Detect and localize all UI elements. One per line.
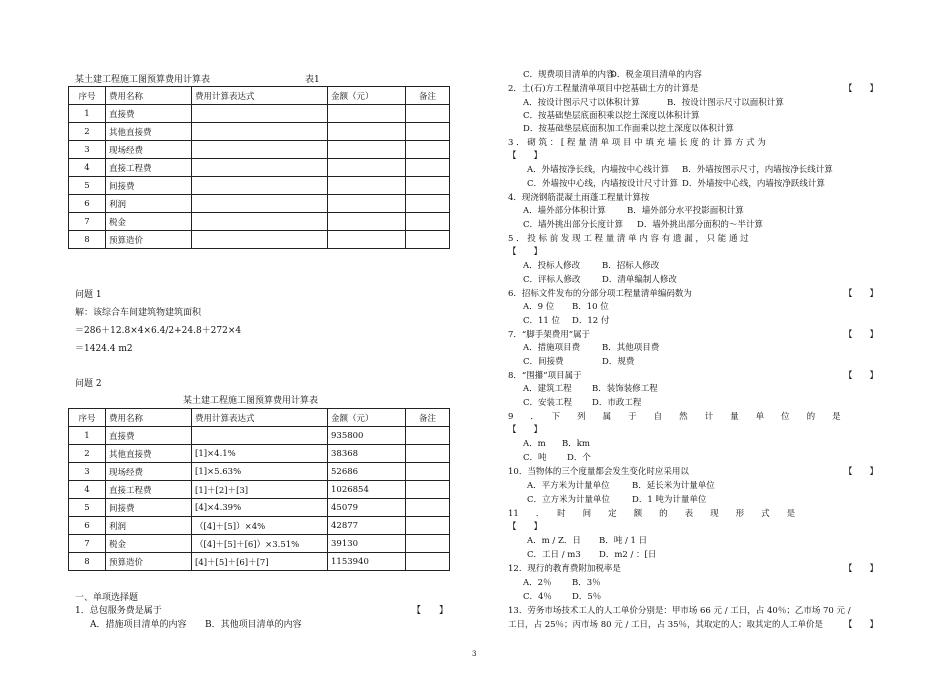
fee-name-cell: 间接费 bbox=[106, 177, 192, 195]
budget-table-1 bbox=[68, 86, 450, 249]
remark-cell bbox=[406, 123, 450, 141]
remark-cell bbox=[406, 499, 450, 517]
q8-text: 8．“围攥”项目属于 【 】 bbox=[508, 371, 878, 381]
fee-name-cell: 直接工程费 bbox=[106, 159, 192, 177]
amount-cell bbox=[328, 105, 406, 123]
q3-option-d[interactable]: D．外墙按中心线，内墙按净跃线计算 bbox=[682, 179, 825, 189]
fee-name-cell: 预算造价 bbox=[106, 231, 192, 249]
q8-option-c[interactable]: C．安装工程 bbox=[523, 398, 573, 408]
q7-text: 7．“脚手架费用”属于 【 】 bbox=[508, 330, 878, 340]
q13-text: 13．劳务市场技术工人的人工单价分别是：甲市场 66 元 / 工日，占 40％；乙市场 70 元 / bbox=[508, 606, 851, 616]
table-row bbox=[69, 463, 450, 481]
remark-cell bbox=[406, 535, 450, 553]
table2-title: 某土建工程施工图预算费用计算表 bbox=[183, 396, 319, 406]
q1-option-b[interactable]: B．其他项目清单的内容 bbox=[205, 620, 302, 630]
remark-cell bbox=[406, 427, 450, 445]
q6-text: 6．招标文件发布的分部分项工程量清单编码数为 【 】 bbox=[508, 289, 878, 299]
q3-option-b[interactable]: B．外墙按图示尺寸，内墙按净长线计算 bbox=[682, 165, 833, 175]
q9-option-b[interactable]: B．km bbox=[562, 439, 590, 449]
amount-cell: 52686 bbox=[328, 463, 406, 481]
fee-expression-cell: （[4]＋[5]）×4% bbox=[192, 517, 328, 535]
fee-name-cell: 税金 bbox=[106, 213, 192, 231]
amount-cell bbox=[328, 231, 406, 249]
q6-option-d[interactable]: D．12 付 bbox=[572, 316, 610, 326]
fee-expression-cell: [1]×4.1% bbox=[192, 445, 328, 463]
remark-cell bbox=[406, 553, 450, 571]
remark-cell bbox=[406, 481, 450, 499]
fee-expression-cell bbox=[192, 141, 328, 159]
column-header: 备注 bbox=[406, 87, 450, 105]
q10-option-b[interactable]: B．延长米为计量单位 bbox=[632, 481, 715, 491]
row-number-cell: 8 bbox=[69, 231, 106, 249]
q12-text: 12．现行的教育费附加税率是 【 】 bbox=[508, 564, 878, 574]
amount-cell bbox=[328, 141, 406, 159]
q1-option-a[interactable]: A．措施项目清单的内容 bbox=[90, 620, 187, 630]
problem1-line: ＝286＋12.8×4×6.4/2+24.8＋272×4 bbox=[75, 326, 242, 336]
budget-table-2 bbox=[68, 408, 450, 571]
amount-cell bbox=[328, 123, 406, 141]
amount-cell: 1026854 bbox=[328, 481, 406, 499]
row-number-cell: 2 bbox=[69, 123, 106, 141]
q6-answer-bracket[interactable]: 【 】 bbox=[843, 289, 878, 299]
q8-option-a[interactable]: A．建筑工程 bbox=[523, 384, 572, 394]
q2-option-a[interactable]: A．按设计图示尺寸以体积计算 bbox=[523, 98, 640, 108]
fee-name-cell: 其他直接费 bbox=[106, 123, 192, 141]
fee-expression-cell bbox=[192, 427, 328, 445]
q1-option-c[interactable]: C．规费项目清单的内容 bbox=[523, 70, 615, 80]
q11-option-d[interactable]: D．m2 / ：[日 bbox=[599, 550, 657, 560]
table-row bbox=[69, 445, 450, 463]
row-number-cell: 6 bbox=[69, 517, 106, 535]
section-title: 一、单项选择题 bbox=[75, 593, 139, 603]
q10-option-d[interactable]: D．1 吨为计量单位 bbox=[632, 495, 707, 505]
column-header: 费用名称 bbox=[106, 87, 192, 105]
fee-expression-cell: [4]＋[5]＋[6]＋[7] bbox=[192, 553, 328, 571]
remark-cell bbox=[406, 159, 450, 177]
table-row bbox=[69, 105, 450, 123]
table-header-row bbox=[69, 409, 450, 427]
q9-option-c[interactable]: C．吨 bbox=[523, 453, 547, 463]
remark-cell bbox=[406, 463, 450, 481]
fee-expression-cell: [1]＋[2]＋[3] bbox=[192, 481, 328, 499]
fee-expression-cell: （[4]＋[5]＋[6]）×3.51% bbox=[192, 535, 328, 553]
q2-answer-bracket[interactable]: 【 】 bbox=[843, 84, 878, 94]
amount-cell bbox=[328, 195, 406, 213]
column-header: 费用名称 bbox=[106, 409, 192, 427]
q10-answer-bracket[interactable]: 【 】 bbox=[843, 467, 878, 477]
table-row bbox=[69, 177, 450, 195]
q5-option-d[interactable]: D．清单编制人修改 bbox=[602, 275, 677, 285]
fee-expression-cell: [1]×5.63% bbox=[192, 463, 328, 481]
q3-text: 3 ． 砌 筑 ： [ 程 量 清 单 项 目 中 填 充 墙 长 度 的 计 算 方 式 为 bbox=[508, 138, 766, 148]
row-number-cell: 4 bbox=[69, 159, 106, 177]
row-number-cell: 7 bbox=[69, 213, 106, 231]
table-row bbox=[69, 553, 450, 571]
table1-label: 表1 bbox=[305, 75, 320, 85]
q2-option-d[interactable]: D．按基础垫层底面积加工作面乘以挖土深度以体积计算 bbox=[523, 124, 734, 134]
q7-answer-bracket[interactable]: 【 】 bbox=[843, 330, 878, 340]
amount-cell: 39130 bbox=[328, 535, 406, 553]
remark-cell bbox=[406, 105, 450, 123]
q4-option-a[interactable]: A．墙外部分体积计算 bbox=[523, 206, 606, 216]
fee-name-cell: 其他直接费 bbox=[106, 445, 192, 463]
remark-cell bbox=[406, 517, 450, 535]
q3-option-a[interactable]: A．外墙按净长线，内墙按中心线计算 bbox=[527, 165, 670, 175]
q5-option-c[interactable]: C．评标人修改 bbox=[523, 275, 581, 285]
table-row bbox=[69, 231, 450, 249]
q6-option-c[interactable]: C．11 位 bbox=[523, 316, 561, 326]
amount-cell: 45079 bbox=[328, 499, 406, 517]
q13-answer-bracket[interactable]: 【 】 bbox=[843, 620, 878, 630]
table-row bbox=[69, 141, 450, 159]
q10-text: 10．当物体的三个度量都会发生变化时应采用以 【 】 bbox=[508, 467, 878, 477]
q11-text: 11 ． 时 间 定 额 的 表 现 形 式 是 bbox=[508, 509, 796, 519]
amount-cell bbox=[328, 213, 406, 231]
remark-cell bbox=[406, 177, 450, 195]
amount-cell: 1153940 bbox=[328, 553, 406, 571]
fee-name-cell: 直接费 bbox=[106, 427, 192, 445]
q8-option-d[interactable]: D．市政工程 bbox=[592, 398, 642, 408]
table-row bbox=[69, 499, 450, 517]
row-number-cell: 2 bbox=[69, 445, 106, 463]
row-number-cell: 7 bbox=[69, 535, 106, 553]
fee-name-cell: 间接费 bbox=[106, 499, 192, 517]
fee-expression-cell bbox=[192, 177, 328, 195]
problem2-title: 问题 2 bbox=[75, 379, 102, 389]
table-row bbox=[69, 517, 450, 535]
q5-text: 5 ． 投 标 前 发 现 工 程 量 清 单 内 容 有 遗 漏 ， 只 能 通 过 bbox=[508, 234, 749, 244]
fee-expression-cell: [4]×4.39% bbox=[192, 499, 328, 517]
q1-answer-bracket[interactable]: 【 】 bbox=[412, 606, 449, 616]
page-number: 3 bbox=[472, 650, 477, 658]
q5-option-a[interactable]: A．投标人修改 bbox=[523, 261, 581, 271]
row-number-cell: 3 bbox=[69, 141, 106, 159]
q3-answer-bracket[interactable]: 【 】 bbox=[508, 151, 543, 161]
q9-answer-bracket[interactable]: 【 】 bbox=[508, 425, 543, 435]
amount-cell: 38368 bbox=[328, 445, 406, 463]
table-row bbox=[69, 159, 450, 177]
row-number-cell: 1 bbox=[69, 105, 106, 123]
q1-option-d[interactable]: D．税金项目清单的内容 bbox=[610, 70, 702, 80]
q12-option-a[interactable]: A．2％ bbox=[523, 578, 552, 588]
amount-cell bbox=[328, 159, 406, 177]
problem1-line: ＝1424.4 m2 bbox=[75, 344, 133, 354]
column-header: 金额（元） bbox=[328, 87, 406, 105]
q5-option-b[interactable]: B．招标人修改 bbox=[602, 261, 660, 271]
row-number-cell: 4 bbox=[69, 481, 106, 499]
table-row bbox=[69, 195, 450, 213]
table1-title: 某土建工程施工图预算费用计算表 bbox=[75, 75, 211, 85]
q1-text: 1．总包服务费是属于 bbox=[75, 606, 162, 616]
q12-option-b[interactable]: B．3％ bbox=[572, 578, 601, 588]
column-header: 费用计算表达式 bbox=[192, 409, 328, 427]
column-header: 序号 bbox=[69, 409, 106, 427]
q10-option-a[interactable]: A．平方米为计量单位 bbox=[527, 481, 610, 491]
q10-option-c[interactable]: C．立方米为计量单位 bbox=[527, 495, 611, 505]
problem1-line: 解：该综合车间建筑物建筑面积 bbox=[75, 308, 202, 318]
amount-cell: 935800 bbox=[328, 427, 406, 445]
q4-option-b[interactable]: B．墙外部分水平投影面积计算 bbox=[627, 206, 744, 216]
table-row bbox=[69, 213, 450, 231]
table-row bbox=[69, 123, 450, 141]
q4-option-c[interactable]: C．墙外挑出部分长度计算 bbox=[523, 220, 624, 230]
fee-name-cell: 直接费 bbox=[106, 105, 192, 123]
q9-text: 9 ． 下 列 属 于 自 然 计 量 单 位 的 是 bbox=[508, 412, 841, 422]
problem1-title: 问题 1 bbox=[75, 290, 102, 300]
q12-option-c[interactable]: C．4％ bbox=[523, 592, 552, 602]
q13-text-line2: 工日，占 25％；丙市场 80 元 / 工日，占 35％，其取定的人；取其定的人工单价是 【 】 bbox=[508, 620, 878, 630]
q7-option-c[interactable]: C．间接费 bbox=[523, 357, 564, 367]
fee-name-cell: 现场经费 bbox=[106, 141, 192, 159]
q3-option-c[interactable]: C．外墙按中心线，内墙按设计尺寸计算 bbox=[527, 179, 679, 189]
fee-name-cell: 现场经费 bbox=[106, 463, 192, 481]
fee-name-cell: 直接工程费 bbox=[106, 481, 192, 499]
column-header: 序号 bbox=[69, 87, 106, 105]
column-header: 费用计算表达式 bbox=[192, 87, 328, 105]
q2-option-c[interactable]: C．按基础垫层底面积乘以挖土深度以体积计算 bbox=[523, 111, 700, 121]
q9-option-d[interactable]: D．个 bbox=[567, 453, 591, 463]
row-number-cell: 5 bbox=[69, 177, 106, 195]
q7-option-d[interactable]: D．规费 bbox=[602, 357, 635, 367]
q2-text: 2．土(石)方工程量清单项目中挖基础土方的计算是 【 】 bbox=[508, 84, 878, 94]
column-header: 备注 bbox=[406, 409, 450, 427]
fee-expression-cell bbox=[192, 195, 328, 213]
q12-option-d[interactable]: D．5％ bbox=[572, 592, 602, 602]
q11-option-b[interactable]: B．吨 / 1 日 bbox=[599, 536, 648, 546]
q11-option-a[interactable]: A．m / Z．日 bbox=[527, 536, 581, 546]
fee-expression-cell bbox=[192, 213, 328, 231]
q11-answer-bracket[interactable]: 【 】 bbox=[508, 522, 543, 532]
fee-expression-cell bbox=[192, 159, 328, 177]
table-row bbox=[69, 535, 450, 553]
row-number-cell: 3 bbox=[69, 463, 106, 481]
q7-option-b[interactable]: B．其他项目费 bbox=[602, 343, 660, 353]
remark-cell bbox=[406, 231, 450, 249]
q11-option-c[interactable]: C．工日 / m3 bbox=[527, 550, 581, 560]
column-header: 金额（元） bbox=[328, 409, 406, 427]
q12-answer-bracket[interactable]: 【 】 bbox=[843, 564, 878, 574]
table-row bbox=[69, 481, 450, 499]
q7-option-a[interactable]: A．措施项目费 bbox=[523, 343, 581, 353]
amount-cell bbox=[328, 177, 406, 195]
fee-name-cell: 税金 bbox=[106, 535, 192, 553]
q6-option-b[interactable]: B．10 位 bbox=[572, 302, 609, 312]
fee-expression-cell bbox=[192, 231, 328, 249]
fee-name-cell: 利润 bbox=[106, 517, 192, 535]
table-header-row bbox=[69, 87, 450, 105]
fee-expression-cell bbox=[192, 105, 328, 123]
remark-cell bbox=[406, 141, 450, 159]
row-number-cell: 8 bbox=[69, 553, 106, 571]
q5-answer-bracket[interactable]: 【 】 bbox=[508, 247, 543, 257]
fee-name-cell: 利润 bbox=[106, 195, 192, 213]
amount-cell: 42877 bbox=[328, 517, 406, 535]
row-number-cell: 6 bbox=[69, 195, 106, 213]
remark-cell bbox=[406, 195, 450, 213]
fee-name-cell: 预算造价 bbox=[106, 553, 192, 571]
remark-cell bbox=[406, 445, 450, 463]
remark-cell bbox=[406, 213, 450, 231]
fee-expression-cell bbox=[192, 123, 328, 141]
table-row bbox=[69, 427, 450, 445]
q6-option-a[interactable]: A．9 位 bbox=[523, 302, 555, 312]
row-number-cell: 1 bbox=[69, 427, 106, 445]
q2-option-b[interactable]: B．按设计图示尺寸以面积计算 bbox=[667, 98, 784, 108]
q4-option-d[interactable]: D．墙外挑出部分面积的～半计算 bbox=[637, 220, 763, 230]
row-number-cell: 5 bbox=[69, 499, 106, 517]
q8-answer-bracket[interactable]: 【 】 bbox=[843, 371, 878, 381]
q8-option-b[interactable]: B．装饰装修工程 bbox=[592, 384, 658, 394]
q4-text: 4．现浇钢筋混凝土雨蓬工程量计算按 bbox=[508, 193, 650, 203]
q9-option-a[interactable]: A．m bbox=[523, 439, 546, 449]
